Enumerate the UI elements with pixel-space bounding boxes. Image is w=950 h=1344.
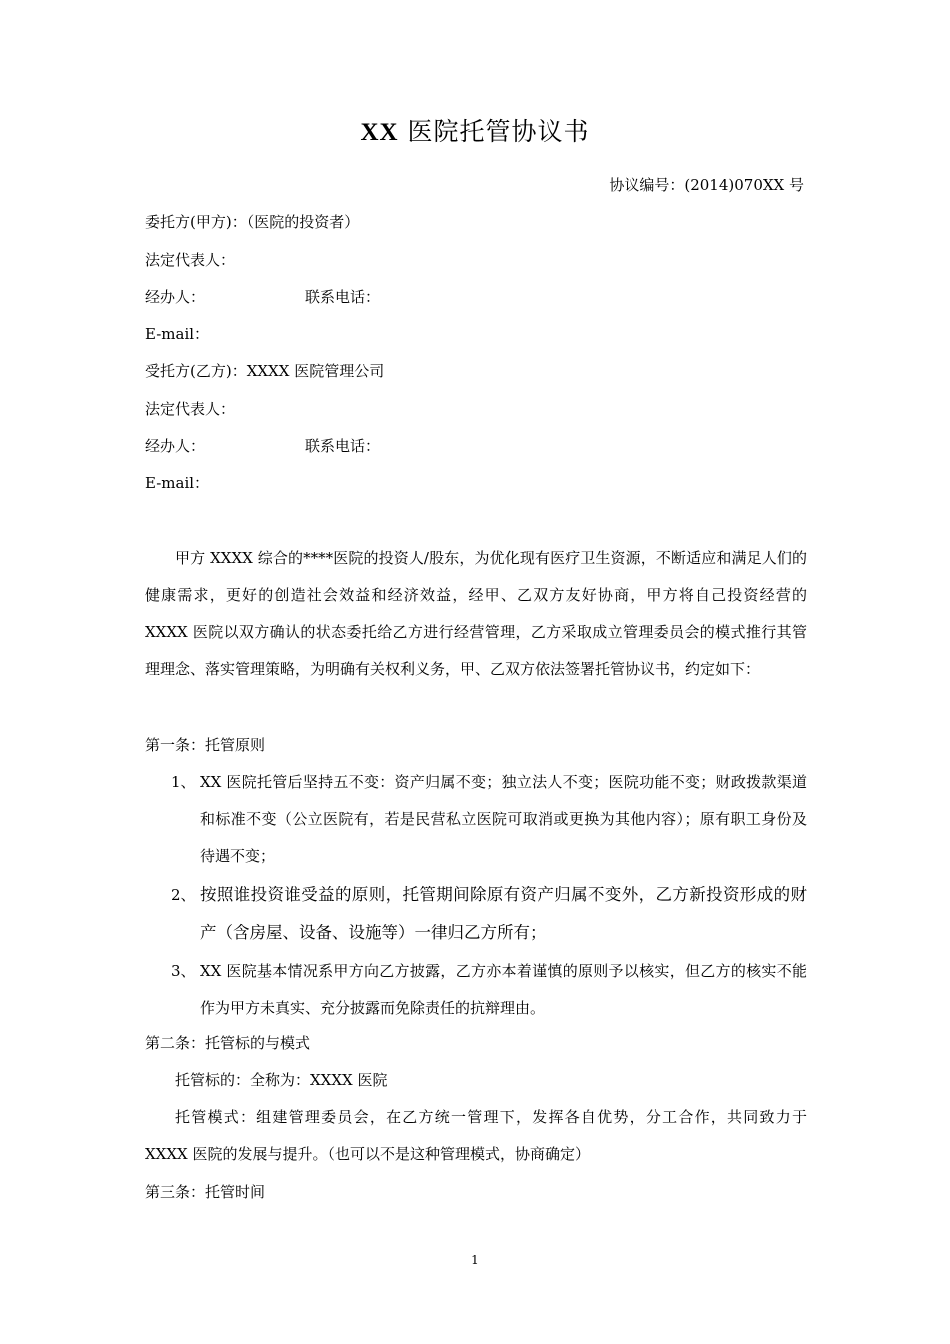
article1-item-2 — [145, 876, 807, 952]
party-a-entrustor: 委托方(甲方)：（医院的投资者） — [145, 213, 360, 231]
party-b-contact-row — [145, 435, 380, 457]
party-b-handler: 经办人： — [145, 437, 206, 455]
party-b-trustee: 受托方(乙方)：XXXX 医院管理公司 — [145, 362, 385, 380]
item-number: 1、 — [171, 773, 196, 791]
title-text: 医院托管协议书 — [398, 117, 590, 146]
preamble-paragraph: 甲方 XXXX 综合的****医院的投资人/股东，为优化现有医疗卫生资源，不断适应和满足人们的健康需求，更好的创造社会效益和经济效益，经甲、乙双方友好协商，甲方将自己投资经营的 XXXX 医院以双方确认的状态委托给乙方进行经营管理，乙方采取成立管理委员会的模式推行其管理理念、落实管理策略，为明确有关权利义务，甲、乙双方依法签署托管协议书，约定如下： — [145, 549, 807, 678]
title-bold-part: XX — [360, 119, 399, 146]
article1-item-3 — [145, 953, 807, 1027]
party-a-handler: 经办人： — [145, 288, 206, 306]
party-b-legal-rep: 法定代表人： — [145, 400, 236, 418]
article3-heading: 第三条：托管时间 — [145, 1183, 266, 1201]
party-b-phone: 联系电话： — [305, 437, 381, 455]
article2-target: 托管标的：全称为：XXXX 医院 — [175, 1071, 388, 1089]
article1-item-1 — [145, 764, 807, 875]
document-title — [0, 114, 950, 151]
party-a-phone: 联系电话： — [305, 288, 381, 306]
article2-heading: 第二条：托管标的与模式 — [145, 1034, 311, 1052]
page-number: 1 — [471, 1253, 479, 1267]
article2-mode: 托管模式：组建管理委员会，在乙方统一管理下，发挥各自优势，分工合作，共同致力于 XXXX 医院的发展与提升。（也可以不是这种管理模式，协商确定） — [145, 1108, 807, 1163]
party-a-email: E-mail： — [145, 325, 210, 343]
party-a-contact-row — [145, 286, 380, 308]
party-b-email: E-mail： — [145, 474, 210, 492]
item-text: XX 医院基本情况系甲方向乙方披露，乙方亦本着谨慎的原则予以核实，但乙方的核实不能作为甲方未真实、充分披露而免除责任的抗辩理由。 — [200, 962, 807, 1017]
item-number: 3、 — [171, 962, 196, 980]
item-text: XX 医院托管后坚持五不变：资产归属不变；独立法人不变；医院功能不变；财政拨款渠道和标准不变（公立医院有，若是民营私立医院可取消或更换为其他内容）；原有职工身份及待遇不变； — [200, 773, 807, 865]
agreement-number: 协议编号：(2014)070XX 号 — [609, 176, 804, 194]
item-number: 2、 — [171, 886, 196, 904]
article1-heading: 第一条：托管原则 — [145, 736, 266, 754]
party-a-legal-rep: 法定代表人： — [145, 251, 236, 269]
item-text: 按照谁投资谁受益的原则，托管期间除原有资产归属不变外，乙方新投资形成的财产（含房屋、设备、设施等）一律归乙方所有； — [200, 885, 807, 942]
